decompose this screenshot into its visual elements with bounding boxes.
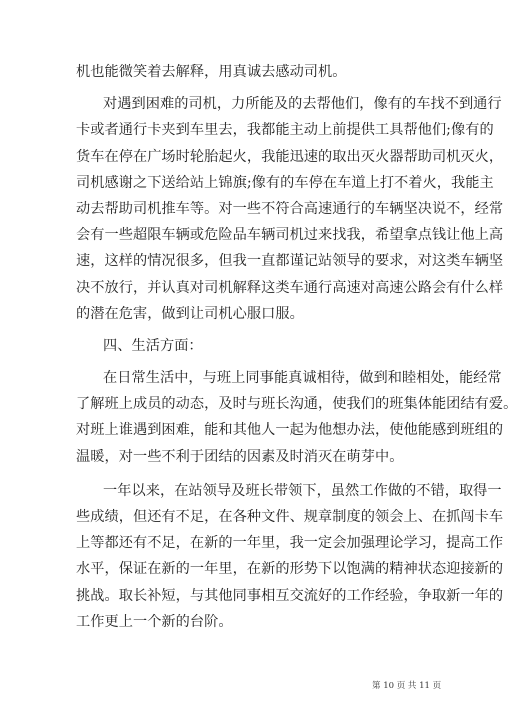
text-line: 对班上谁遇到困难，能和其他人一起为他想办法，使他能感到班组的: [76, 422, 504, 439]
text-line: 挑战。取长补短，与其他同事相互交流好的工作经验，争取新一年的: [76, 587, 504, 604]
paragraph: [76, 91, 504, 327]
text-line: 在日常生活中，与班上同事能真诚相待，做到和睦相处，能经常: [103, 370, 502, 387]
paragraph: [76, 478, 504, 635]
text-line: 速，这样的情况很多，但我一直都谨记站领导的要求，对这类车辆坚: [76, 253, 504, 270]
text-line: 了解班上成员的动态，及时与班长沟通，使我们的班集体能团结有爱。: [76, 396, 517, 413]
text-line: 的潜在危害，做到让司机心服口服。: [76, 305, 304, 322]
text-line: 机也能微笑着去解释，用真诚去感动司机。: [76, 64, 347, 80]
paragraph: [76, 333, 425, 359]
paragraph: [76, 59, 425, 85]
paragraph: [76, 365, 517, 470]
text-line: 司机感谢之下送给站上锦旗;像有的车停在车道上打不着火，我能主: [76, 174, 494, 191]
text-line: 卡或者通行卡夹到车里去，我都能主动上前提供工具帮他们;像有的: [76, 122, 494, 139]
text-line: 工作更上一个新的台阶。: [76, 613, 233, 630]
page-footer: 第 10 页 共 11 页: [372, 681, 442, 691]
text-line: 上等都还有不足，在新的一年里，我一定会加强理论学习，提高工作: [76, 535, 504, 552]
text-line: 会有一些超限车辆或危险品车辆司机过来找我，希望拿点钱让他上高: [76, 227, 504, 244]
text-line: 一年以来，在站领导及班长带领下，虽然工作做的不错，取得一: [103, 482, 502, 499]
text-line: 决不放行，并认真对司机解释这类车通行高速对高速公路会有什么样: [76, 279, 504, 296]
text-line: 对遇到困难的司机，力所能及的去帮他们，像有的车找不到通行: [103, 96, 502, 113]
text-line: 些成绩，但还有不足，在各种文件、规章制度的领会上、在抓闯卡车: [76, 509, 504, 525]
text-line: 动去帮助司机推车等。对一些不符合高速通行的车辆坚决说不，经常: [76, 200, 504, 217]
text-line: 水平，保证在新的一年里，在新的形势下以饱满的精神状态迎接新的: [76, 561, 504, 578]
document-body: [76, 59, 517, 635]
text-line: 四、生活方面：: [103, 337, 203, 354]
text-line: 货车在停在广场时轮胎起火，我能迅速的取出灭火器帮助司机灭火，: [76, 148, 504, 165]
text-line: 温暖，对一些不利于团结的因素及时消灭在萌芽中。: [76, 448, 404, 465]
